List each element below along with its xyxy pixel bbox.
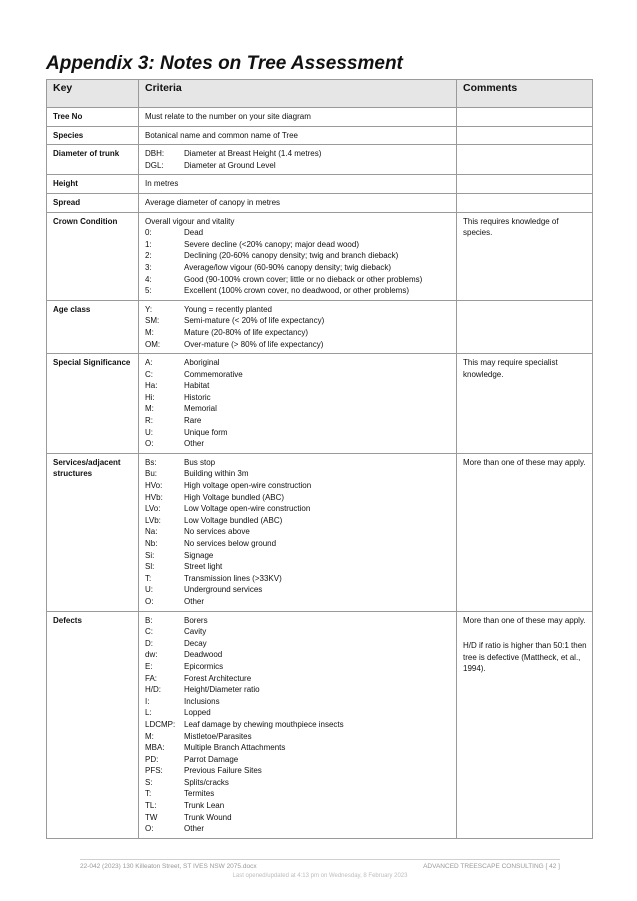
criteria-description: Rare	[184, 416, 202, 426]
comment-spacer	[463, 626, 587, 640]
criteria-code-line	[145, 369, 451, 381]
criteria-description: Underground services	[184, 585, 263, 595]
criteria-description: Over-mature (> 80% of life expectancy)	[184, 339, 324, 349]
criteria-code-line	[145, 315, 451, 327]
criteria-description: Low Voltage open-wire construction	[184, 504, 311, 514]
criteria-description: High Voltage bundled (ABC)	[184, 492, 285, 502]
row-key: Special Significance	[47, 354, 139, 454]
criteria-code-line	[145, 719, 451, 731]
criteria-description: Aboriginal	[184, 358, 220, 368]
criteria-code-line	[145, 380, 451, 392]
criteria-code-line	[145, 673, 451, 685]
criteria-code: B:	[145, 615, 153, 625]
comment-text: H/D if ratio is higher than 50:1 then tree is defective (Mattheck, et al., 1994).	[463, 641, 587, 674]
criteria-code: A:	[145, 358, 153, 368]
criteria-code: Ha:	[145, 381, 158, 391]
criteria-description: Mature (20-80% of life expectancy)	[184, 327, 309, 337]
criteria-code-line	[145, 800, 451, 812]
row-key: Crown Condition	[47, 212, 139, 300]
criteria-description: Excellent (100% crown cover, no deadwood, or other problems)	[184, 286, 410, 296]
row-comments	[457, 354, 593, 454]
criteria-code-line	[145, 262, 451, 274]
footer-filename: 22-042 (2023) 130 Killeaton Street, ST IVES NSW 2075.docx	[80, 863, 257, 870]
criteria-code: T:	[145, 789, 152, 799]
criteria-code-line	[145, 626, 451, 638]
row-key: Defects	[47, 611, 139, 838]
footer-company-page: ADVANCED TREESCAPE CONSULTING [ 42 ]	[423, 863, 560, 870]
criteria-description: Street light	[184, 562, 223, 572]
criteria-code-line	[145, 823, 451, 835]
table-body	[47, 108, 593, 839]
criteria-code-line	[145, 526, 451, 538]
criteria-description: No services below ground	[184, 539, 277, 548]
criteria-description: Young = recently planted	[184, 304, 272, 314]
row-criteria	[139, 193, 457, 212]
criteria-code-line	[145, 492, 451, 504]
row-key: Height	[47, 175, 139, 194]
page-footer	[80, 859, 560, 879]
criteria-code-line	[145, 438, 451, 450]
row-criteria	[139, 108, 457, 127]
criteria-code-line	[145, 480, 451, 492]
criteria-code: 4:	[145, 274, 152, 284]
table-row	[47, 212, 593, 300]
criteria-code: Bs:	[145, 457, 157, 467]
criteria-code: M:	[145, 404, 154, 414]
criteria-description: Habitat	[184, 381, 210, 391]
criteria-intro: Botanical name and common name of Tree	[145, 130, 298, 140]
row-key: Spread	[47, 193, 139, 212]
criteria-description: Trunk Wound	[184, 812, 232, 822]
row-criteria	[139, 453, 457, 611]
row-comments	[457, 300, 593, 353]
criteria-code: O:	[145, 824, 154, 834]
criteria-code: 1:	[145, 239, 152, 249]
criteria-code: D:	[145, 638, 153, 648]
criteria-code: TL:	[145, 801, 157, 811]
criteria-description: Memorial	[184, 404, 217, 414]
table-row	[47, 354, 593, 454]
criteria-code-line	[145, 427, 451, 439]
criteria-code: Bu:	[145, 469, 158, 479]
criteria-code: C:	[145, 627, 153, 637]
criteria-code-line	[145, 777, 451, 789]
criteria-code: LVo:	[145, 504, 161, 514]
table-row	[47, 611, 593, 838]
criteria-code-line	[145, 148, 451, 160]
header-criteria: Criteria	[139, 80, 457, 108]
criteria-description: Diameter at Ground Level	[184, 160, 276, 170]
row-key: Tree No	[47, 108, 139, 127]
criteria-description: Inclusions	[184, 696, 220, 706]
criteria-description: Deadwood	[184, 650, 223, 660]
row-comments	[457, 212, 593, 300]
criteria-code: 2:	[145, 251, 152, 261]
table-row	[47, 300, 593, 353]
row-criteria	[139, 175, 457, 194]
criteria-description: Unique form	[184, 427, 228, 437]
table-row	[47, 453, 593, 611]
row-comments	[457, 175, 593, 194]
criteria-description: Diameter at Breast Height (1.4 metres)	[184, 149, 322, 159]
criteria-code: DGL:	[145, 160, 164, 170]
criteria-code: O:	[145, 596, 154, 606]
row-comments	[457, 145, 593, 175]
criteria-description: Decay	[184, 638, 207, 648]
criteria-code: H/D:	[145, 685, 161, 695]
table-row	[47, 175, 593, 194]
criteria-code-line	[145, 765, 451, 777]
row-comments	[457, 453, 593, 611]
criteria-code-line	[145, 742, 451, 754]
criteria-intro: Must relate to the number on your site diagram	[145, 112, 311, 121]
criteria-code: MBA:	[145, 743, 165, 753]
criteria-code-line	[145, 615, 451, 627]
criteria-code: DBH:	[145, 149, 165, 159]
criteria-code-line	[145, 468, 451, 480]
row-key: Services/adjacent structures	[47, 453, 139, 611]
table-row	[47, 108, 593, 127]
criteria-code-line	[145, 357, 451, 369]
criteria-code-line	[145, 227, 451, 239]
criteria-code: T:	[145, 573, 152, 583]
criteria-code: 5:	[145, 286, 152, 296]
criteria-description: Semi-mature (< 20% of life expectancy)	[184, 316, 325, 326]
criteria-code: SM:	[145, 316, 160, 326]
criteria-code-line	[145, 788, 451, 800]
criteria-code: S:	[145, 777, 153, 787]
row-criteria	[139, 611, 457, 838]
criteria-code: OM:	[145, 339, 161, 349]
criteria-code: E:	[145, 661, 153, 671]
criteria-code-line	[145, 503, 451, 515]
comment-text: More than one of these may apply.	[463, 457, 586, 467]
criteria-code: Y:	[145, 304, 153, 314]
criteria-code-line	[145, 327, 451, 339]
criteria-description: Bus stop	[184, 457, 216, 467]
criteria-description: Average/low vigour (60-90% canopy density; twig dieback)	[184, 262, 392, 272]
criteria-code: LDCMP:	[145, 719, 176, 729]
criteria-code-line	[145, 538, 451, 550]
criteria-code: O:	[145, 439, 154, 449]
criteria-code-line	[145, 638, 451, 650]
criteria-description: Historic	[184, 392, 211, 402]
criteria-code-line	[145, 561, 451, 573]
criteria-description: Other	[184, 596, 205, 606]
criteria-description: No services above	[184, 527, 250, 537]
table-row	[47, 145, 593, 175]
criteria-description: Leaf damage by chewing mouthpiece insects	[184, 719, 344, 729]
criteria-code-line	[145, 812, 451, 824]
criteria-description: Building within 3m	[184, 469, 249, 479]
criteria-code: PD:	[145, 754, 159, 764]
criteria-code: Nb:	[145, 539, 158, 548]
criteria-code-line	[145, 250, 451, 262]
row-criteria	[139, 354, 457, 454]
criteria-code-line	[145, 707, 451, 719]
criteria-code: L:	[145, 708, 152, 718]
criteria-description: Cavity	[184, 627, 207, 637]
page-title: Appendix 3: Notes on Tree Assessment	[46, 53, 403, 74]
criteria-code: 3:	[145, 262, 152, 272]
criteria-description: Other	[184, 824, 205, 834]
criteria-code-line	[145, 573, 451, 585]
criteria-code-line	[145, 596, 451, 608]
table-row	[47, 193, 593, 212]
criteria-code: PFS:	[145, 766, 163, 776]
criteria-code-line	[145, 304, 451, 316]
criteria-code-line	[145, 285, 451, 297]
criteria-description: Termites	[184, 789, 215, 799]
footer-last-updated: Last opened/updated at 4:13 pm on Wednesday, 8 February 2023	[232, 873, 408, 879]
row-criteria	[139, 300, 457, 353]
criteria-description: Mistletoe/Parasites	[184, 731, 252, 741]
criteria-description: Parrot Damage	[184, 754, 239, 764]
criteria-code-line	[145, 754, 451, 766]
criteria-code: LVb:	[145, 515, 161, 525]
criteria-code-line	[145, 661, 451, 673]
criteria-description: Height/Diameter ratio	[184, 685, 260, 695]
criteria-code: R:	[145, 416, 153, 426]
row-key: Diameter of trunk	[47, 145, 139, 175]
criteria-intro: Average diameter of canopy in metres	[145, 197, 281, 207]
criteria-code: Na:	[145, 527, 158, 537]
table-header-row	[47, 80, 593, 108]
criteria-code-line	[145, 731, 451, 743]
criteria-description: Forest Architecture	[184, 673, 252, 683]
row-criteria	[139, 126, 457, 145]
criteria-intro: In metres	[145, 179, 179, 189]
criteria-description: Other	[184, 439, 205, 449]
criteria-description: Splits/cracks	[184, 777, 229, 787]
row-criteria	[139, 145, 457, 175]
criteria-code-line	[145, 239, 451, 251]
tree-assessment-table	[46, 79, 593, 839]
row-comments	[457, 193, 593, 212]
criteria-code: HVo:	[145, 481, 163, 491]
criteria-code-line	[145, 684, 451, 696]
criteria-code: U:	[145, 427, 153, 437]
criteria-description: Good (90-100% crown cover; little or no dieback or other problems)	[184, 274, 423, 284]
criteria-code: I:	[145, 696, 150, 706]
criteria-code: M:	[145, 731, 154, 741]
criteria-code: Hi:	[145, 392, 155, 402]
criteria-code-line	[145, 457, 451, 469]
comment-text: This may require specialist knowledge.	[463, 358, 558, 379]
row-key: Age class	[47, 300, 139, 353]
criteria-code-line	[145, 584, 451, 596]
criteria-description: Transmission lines (>33KV)	[184, 573, 282, 583]
criteria-code-line	[145, 696, 451, 708]
criteria-description: Commemorative	[184, 369, 243, 379]
criteria-description: Trunk Lean	[184, 801, 225, 811]
criteria-description: Signage	[184, 550, 214, 560]
criteria-code: Si:	[145, 550, 155, 560]
criteria-code-line	[145, 649, 451, 661]
header-key: Key	[47, 80, 139, 108]
criteria-code-line	[145, 550, 451, 562]
criteria-description: Declining (20-60% canopy density; twig and branch dieback)	[184, 251, 399, 261]
criteria-intro: Overall vigour and vitality	[145, 216, 235, 226]
criteria-code: TW	[145, 812, 158, 822]
criteria-description: High voltage open-wire construction	[184, 481, 312, 491]
criteria-code: FA:	[145, 673, 158, 683]
comment-text: This requires knowledge of species.	[463, 216, 559, 238]
criteria-code-line	[145, 415, 451, 427]
row-comments	[457, 611, 593, 838]
criteria-code: M:	[145, 327, 154, 337]
row-comments	[457, 126, 593, 145]
criteria-code-line	[145, 515, 451, 527]
criteria-code: 0:	[145, 228, 152, 238]
criteria-description: Low Voltage bundled (ABC)	[184, 515, 283, 525]
row-comments	[457, 108, 593, 127]
criteria-description: Multiple Branch Attachments	[184, 743, 286, 753]
row-key: Species	[47, 126, 139, 145]
criteria-description: Previous Failure Sites	[184, 766, 262, 776]
header-comments: Comments	[457, 80, 593, 108]
row-criteria	[139, 212, 457, 300]
criteria-description: Dead	[184, 228, 204, 238]
comment-text: More than one of these may apply.	[463, 615, 586, 625]
criteria-code-line	[145, 160, 451, 172]
criteria-description: Borers	[184, 615, 208, 625]
criteria-description: Epicormics	[184, 661, 224, 671]
criteria-code: HVb:	[145, 492, 163, 502]
criteria-code-line	[145, 403, 451, 415]
criteria-description: Lopped	[184, 708, 211, 718]
criteria-code-line	[145, 392, 451, 404]
criteria-code: C:	[145, 369, 153, 379]
criteria-description: Severe decline (<20% canopy; major dead wood)	[184, 239, 359, 249]
table-row	[47, 126, 593, 145]
criteria-code: U:	[145, 585, 153, 595]
criteria-code-line	[145, 339, 451, 351]
criteria-code-line	[145, 274, 451, 286]
criteria-code: dw:	[145, 650, 158, 660]
criteria-code: Sl:	[145, 562, 155, 572]
